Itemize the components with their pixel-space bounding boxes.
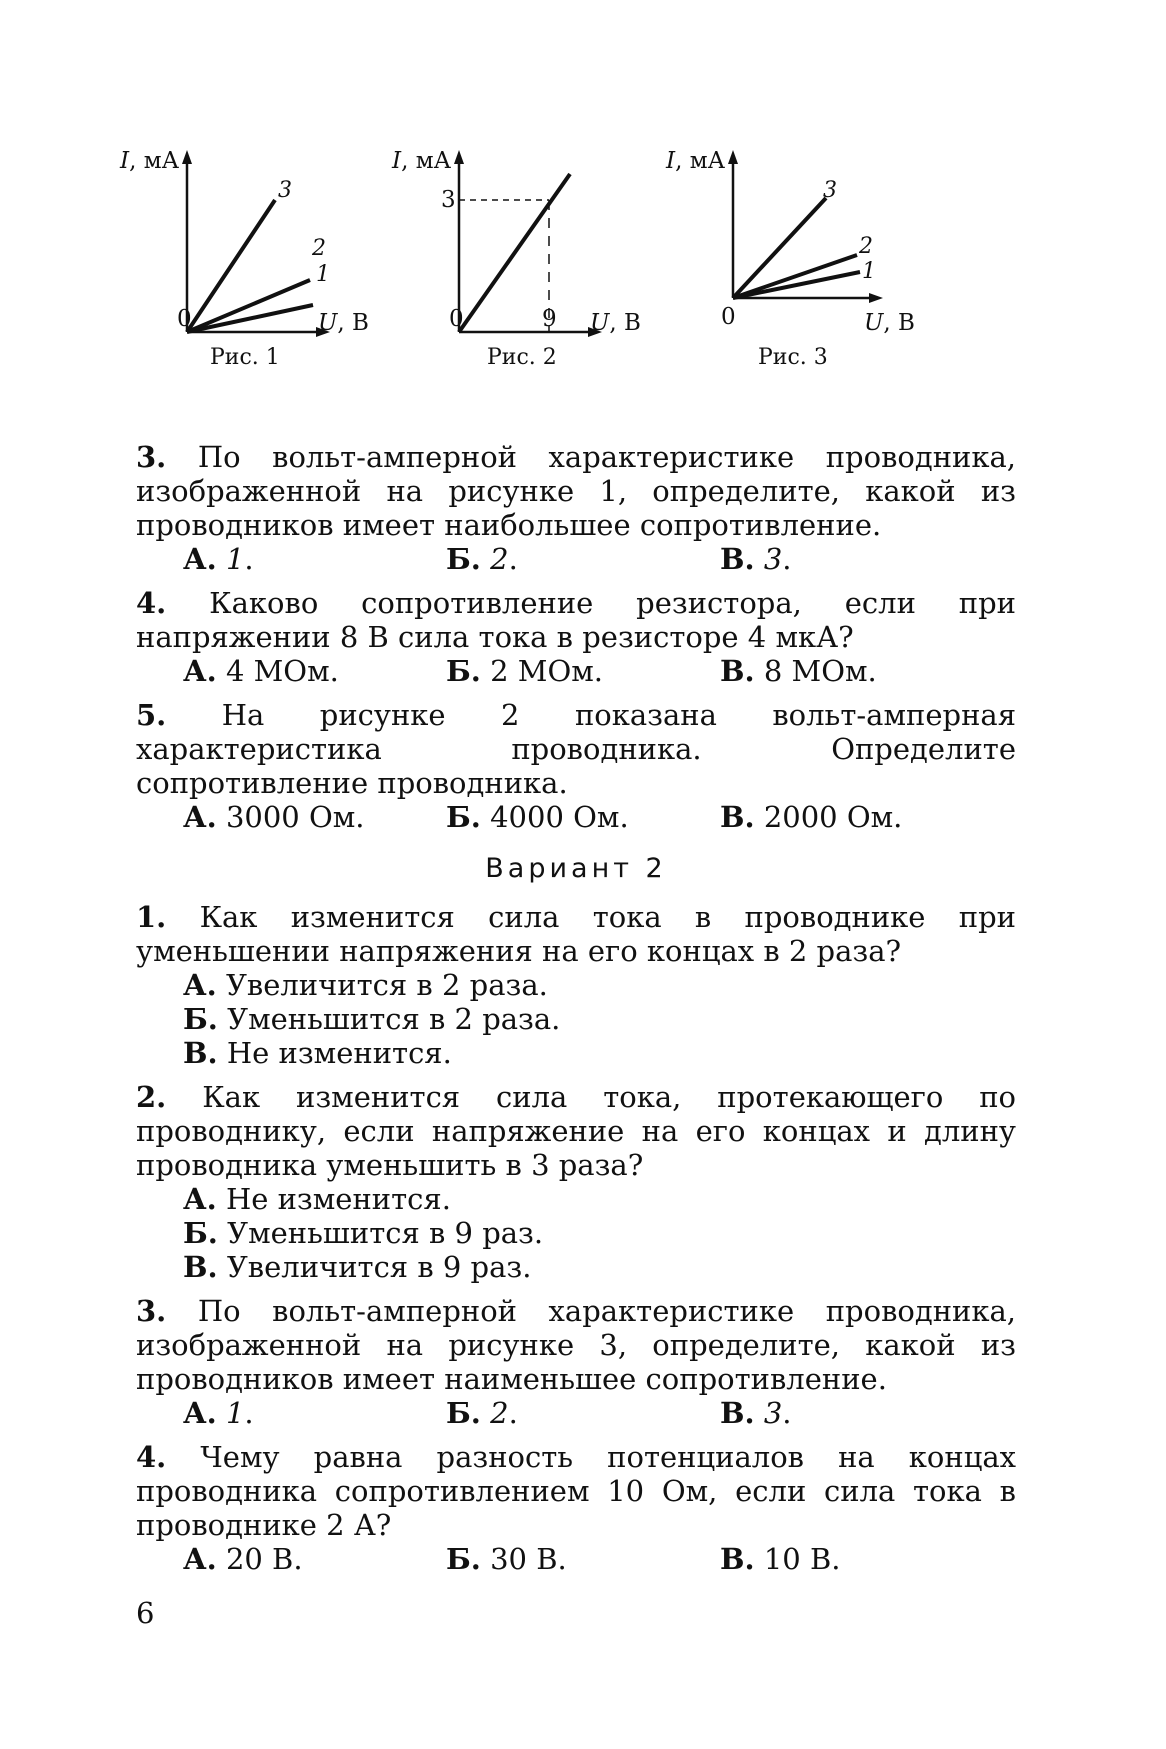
- question-text: По вольт-амперной характеристике проводника, изображенной на рисунке 1, определите, какой из проводников имеет наибольшее сопротивление.: [136, 440, 1017, 542]
- x-axis-label: U, В: [318, 310, 369, 336]
- y-axis-arrow: [728, 150, 738, 164]
- option-c[interactable]: В. 3.: [720, 542, 792, 576]
- y-tick-label: 3: [441, 187, 456, 213]
- y-axis-arrow: [182, 150, 192, 164]
- question-text: Как изменится сила тока, протекающего по проводнику, если напряжение на его концах и длину проводника уменьшить в 3 раза?: [136, 1080, 1017, 1182]
- line-3-label: 3: [278, 178, 292, 203]
- y-axis-label: I, мА: [392, 148, 452, 174]
- option-b[interactable]: Б. 4000 Ом.: [446, 800, 629, 834]
- question-number: 3.: [136, 440, 167, 474]
- option-c[interactable]: В. 8 МОм.: [720, 654, 877, 688]
- y-axis-arrow: [454, 150, 464, 164]
- line-1-label: 1: [862, 259, 876, 284]
- option-a[interactable]: А. 20 В.: [183, 1542, 303, 1576]
- option-b[interactable]: Б. Уменьшится в 9 раз.: [183, 1216, 544, 1250]
- option-a[interactable]: А. 4 МОм.: [183, 654, 339, 688]
- question-v1-5: [136, 698, 1016, 834]
- answer-options: [136, 1542, 1016, 1576]
- option-a[interactable]: А. Увеличится в 2 раза.: [183, 968, 548, 1002]
- x-tick-label: 9: [542, 306, 557, 332]
- figure-1-graph: [120, 150, 420, 420]
- x-axis-label: U, В: [864, 310, 915, 336]
- question-v1-3: [136, 440, 1016, 576]
- line-3-label: 3: [823, 178, 837, 203]
- question-number: 4.: [136, 1440, 167, 1474]
- answer-options: [136, 1182, 1016, 1284]
- line-2-label: 2: [312, 236, 326, 261]
- question-v2-4: [136, 1440, 1016, 1576]
- page-number: 6: [136, 1596, 155, 1630]
- x-axis-arrow: [869, 293, 883, 303]
- origin-label: 0: [177, 306, 192, 332]
- question-text: Как изменится сила тока в проводнике при уменьшении напряжения на его концах в 2 раза?: [136, 900, 1016, 968]
- figure-caption: Рис. 3: [758, 345, 828, 370]
- option-b[interactable]: Б. 30 В.: [446, 1542, 567, 1576]
- origin-label: 0: [721, 304, 736, 330]
- option-a[interactable]: А. 3000 Ом.: [183, 800, 365, 834]
- variant-heading: Вариант 2: [485, 853, 667, 884]
- question-v2-2: [136, 1080, 1016, 1284]
- y-axis-label: I, мА: [120, 148, 180, 174]
- line-1: [187, 305, 313, 332]
- answer-options: [136, 800, 1016, 834]
- option-c[interactable]: В. Увеличится в 9 раз.: [183, 1250, 532, 1284]
- option-a[interactable]: А. Не изменится.: [183, 1182, 451, 1216]
- option-b[interactable]: Б. Уменьшится в 2 раза.: [183, 1002, 561, 1036]
- question-v2-3: [136, 1294, 1016, 1430]
- figure-3: [666, 150, 966, 420]
- option-c[interactable]: В. 2000 Ом.: [720, 800, 903, 834]
- line-1-label: 1: [316, 262, 330, 287]
- question-text: По вольт-амперной характеристике проводника, изображенной на рисунке 3, определите, какой из проводников имеет наименьшее сопротивление.: [136, 1294, 1017, 1396]
- y-axis-label: I, мА: [666, 148, 726, 174]
- figure-caption: Рис. 1: [210, 345, 280, 370]
- answer-options: [136, 1396, 1016, 1430]
- option-b[interactable]: Б. 2 МОм.: [446, 654, 604, 688]
- question-text: Каково сопротивление резистора, если при напряжении 8 В сила тока в резисторе 4 мкА?: [136, 586, 1017, 654]
- figures-row: [0, 0, 1166, 430]
- option-c[interactable]: В. Не изменится.: [183, 1036, 452, 1070]
- answer-options: [136, 968, 1016, 1070]
- question-text: На рисунке 2 показана вольт-амперная характеристика проводника. Определите сопротивление проводника.: [136, 698, 1016, 800]
- option-c[interactable]: В. 10 В.: [720, 1542, 841, 1576]
- line-2-label: 2: [859, 234, 873, 259]
- option-a[interactable]: А. 1.: [183, 1396, 254, 1430]
- question-v1-4: [136, 586, 1016, 688]
- worksheet-content: [136, 440, 1016, 1576]
- question-number: 1.: [136, 900, 167, 934]
- option-c[interactable]: В. 3.: [720, 1396, 792, 1430]
- option-b[interactable]: Б. 2.: [446, 1396, 518, 1430]
- question-number: 3.: [136, 1294, 167, 1328]
- figure-2-graph: [392, 150, 692, 420]
- question-number: 4.: [136, 586, 167, 620]
- question-v2-1: [136, 900, 1016, 1070]
- question-number: 5.: [136, 698, 167, 732]
- x-axis-label: U, В: [590, 310, 641, 336]
- figure-2: [392, 150, 692, 420]
- option-a[interactable]: А. 1.: [183, 542, 254, 576]
- figure-3-graph: [666, 150, 966, 420]
- answer-options: [136, 542, 1016, 576]
- answer-options: [136, 654, 1016, 688]
- option-b[interactable]: Б. 2.: [446, 542, 518, 576]
- question-number: 2.: [136, 1080, 167, 1114]
- question-text: Чему равна разность потенциалов на концах проводника сопротивлением 10 Ом, если сила тока в проводнике 2 А?: [136, 1440, 1016, 1542]
- figure-1: [120, 150, 420, 420]
- origin-label: 0: [449, 306, 464, 332]
- figure-caption: Рис. 2: [487, 345, 557, 370]
